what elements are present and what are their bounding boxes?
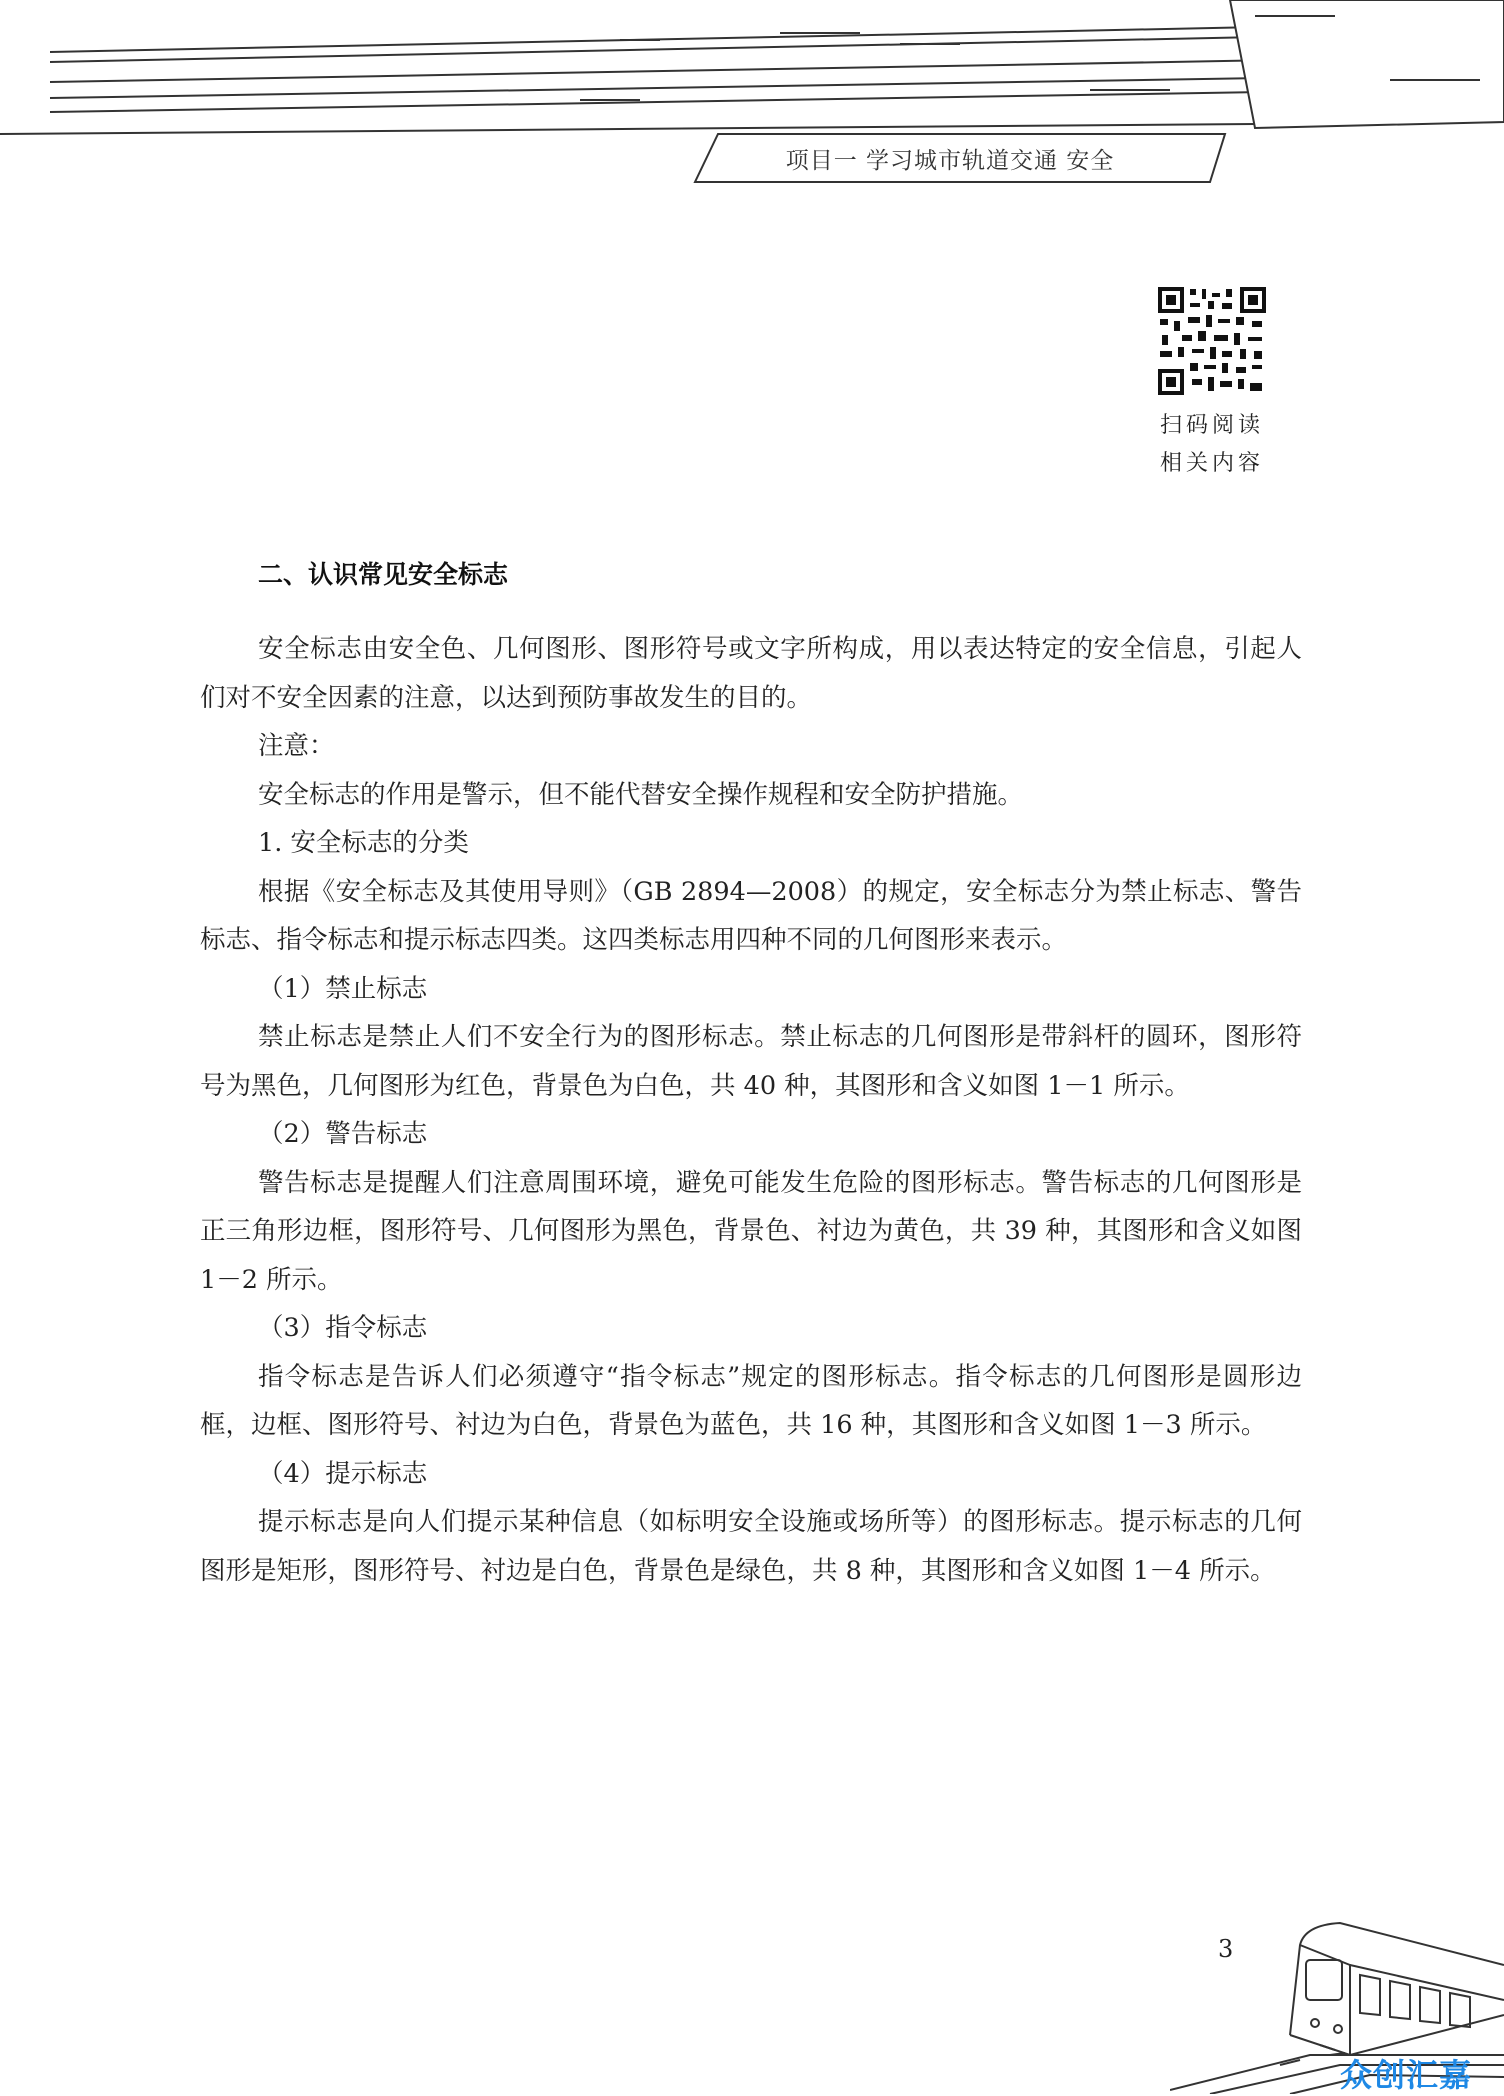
note-label: 注意： — [258, 731, 335, 761]
paragraph-mandatory: 指令标志是告诉人们必须遵守“指令标志”规定的图形标志。指令标志的几何图形是圆形边框，边框、图形符号、衬边为白色，背景色为蓝色，共 16 种，其图形和含义如图 1－3 所示。 — [200, 1361, 1302, 1440]
qr-caption-line1: 扫码阅读 — [1159, 413, 1264, 438]
main-content — [200, 555, 1302, 1595]
paragraph-intro: 安全标志由安全色、几何图形、图形符号或文字所构成，用以表达特定的安全信息，引起人们对不安全因素的注意，以达到预防事故发生的目的。 — [200, 634, 1302, 713]
paragraph-classification: 根据《安全标志及其使用导则》（GB 2894—2008）的规定，安全标志分为禁止标志、警告标志、指令标志和提示标志四类。这四类标志用四种不同的几何图形来表示。 — [200, 876, 1302, 955]
subheading-information: （4）提示标志 — [258, 1458, 428, 1489]
qr-caption-line2: 相关内容 — [1159, 451, 1264, 476]
qr-code-block — [1150, 285, 1274, 483]
section-heading: 二、认识常见安全标志 — [258, 560, 509, 589]
qr-code-icon[interactable] — [1156, 285, 1268, 397]
paragraph-information: 提示标志是向人们提示某种信息（如标明安全设施或场所等）的图形标志。提示标志的几何图形是矩形，图形符号、衬边是白色，背景色是绿色，共 8 种，其图形和含义如图 1－4 所示。 — [200, 1507, 1302, 1586]
page-number: 3 — [1218, 1935, 1234, 1963]
note-text: 安全标志的作用是警示，但不能代替安全操作规程和安全防护措施。 — [258, 779, 1024, 810]
header-title: 项目一 学习城市轨道交通 安全 — [785, 148, 1115, 174]
watermark-logo: 众创汇嘉 — [1340, 2056, 1473, 2094]
paragraph-prohibition: 禁止标志是禁止人们不安全行为的图形标志。禁止标志的几何图形是带斜杆的圆环，图形符号为黑色，几何图形为红色，背景色为白色，共 40 种，其图形和含义如图 1－1 所示。 — [200, 1022, 1302, 1101]
subheading-classification: 1. 安全标志的分类 — [258, 828, 469, 858]
subheading-warning: （2）警告标志 — [258, 1119, 428, 1149]
paragraph-warning: 警告标志是提醒人们注意周围环境，避免可能发生危险的图形标志。警告标志的几何图形是正三角形边框，图形符号、几何图形为黑色，背景色、衬边为黄色，共 39 种，其图形和含义如图 1－2 所示。 — [200, 1167, 1302, 1295]
subheading-prohibition: （1）禁止标志 — [258, 973, 428, 1004]
subheading-mandatory: （3）指令标志 — [258, 1313, 428, 1343]
